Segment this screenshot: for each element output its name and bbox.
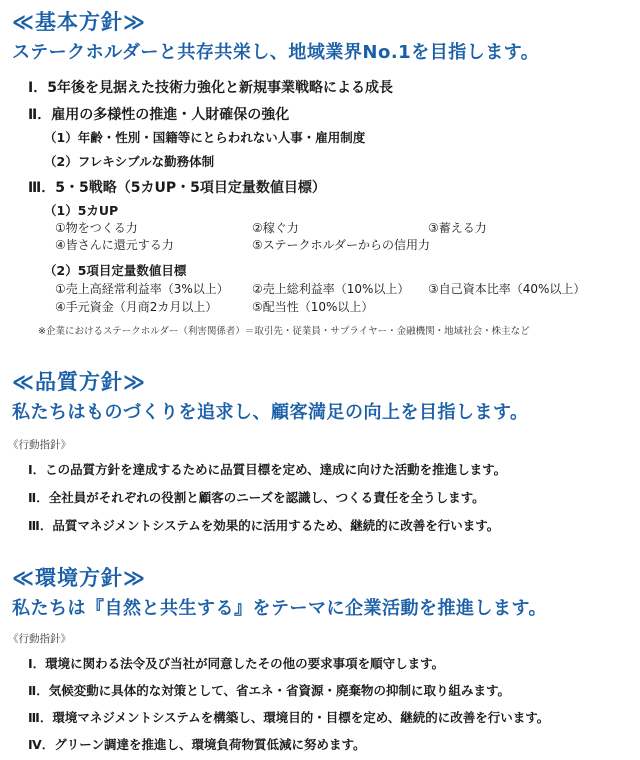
basic-item-3: Ⅲ．5・5戦略（5カUP・5項目定量数値目標）: [28, 180, 326, 196]
target-4: ④手元資金（月商2カ月以上）: [55, 300, 218, 314]
basic-policy-title: ≪基本方針≫: [12, 10, 146, 34]
power-3: ③蓄える力: [428, 221, 487, 235]
power-5: ⑤ステークホルダーからの信用力: [252, 238, 431, 252]
power-4: ④皆さんに還元する力: [55, 238, 174, 252]
basic-item-2-2: （2）フレキシブルな勤務体制: [44, 154, 215, 169]
target-3: ③自己資本比率（40%以上）: [428, 282, 586, 296]
quality-item-2: Ⅱ．全社員がそれぞれの役割と顧客のニーズを認識し、つくる責任を全うします。: [28, 490, 485, 505]
quality-item-1: Ⅰ．この品質方針を達成するために品質目標を定め、達成に向けた活動を推進します。: [28, 462, 507, 477]
env-policy-subtitle: 私たちは『自然と共生する』をテーマに企業活動を推進します。: [12, 598, 548, 619]
env-item-1: Ⅰ．環境に関わる法令及び当社が同意したその他の要求事項を順守します。: [28, 656, 445, 671]
target-1: ①売上高経常利益率（3%以上）: [55, 282, 229, 296]
basic-item-3-1: （1）5カUP: [44, 203, 119, 218]
target-5: ⑤配当性（10%以上）: [252, 300, 374, 314]
basic-item-2-1: （1）年齢・性別・国籍等にとらわれない人事・雇用制度: [44, 130, 366, 145]
power-1: ①物をつくる力: [55, 221, 138, 235]
stakeholder-note: ※企業におけるステークホルダー（利害関係者）＝取引先・従業員・サプライヤー・金融機関・地域社会・株主など: [38, 326, 530, 337]
power-2: ②稼ぐ力: [252, 221, 299, 235]
basic-policy-subtitle: ステークホルダーと共存共栄し、地域業界No.1を目指します。: [12, 42, 540, 63]
env-policy-title: ≪環境方針≫: [12, 566, 146, 590]
env-item-3: Ⅲ．環境マネジメントシステムを構築し、環境目的・目標を定め、継続的に改善を行います。: [28, 710, 550, 725]
basic-item-1: Ⅰ．5年後を見据えた技術力強化と新規事業戦略による成長: [28, 80, 393, 96]
env-action-label: 《行動指針》: [8, 633, 71, 645]
env-item-2: Ⅱ．気候変動に具体的な対策として、省エネ・省資源・廃棄物の抑制に取り組みます。: [28, 683, 510, 698]
quality-action-label: 《行動指針》: [8, 439, 71, 451]
env-item-4: Ⅳ．グリーン調達を推進し、環境負荷物質低減に努めます。: [28, 737, 366, 752]
target-2: ②売上総利益率（10%以上）: [252, 282, 410, 296]
quality-policy-subtitle: 私たちはものづくりを追求し、顧客満足の向上を目指します。: [12, 402, 529, 423]
quality-item-3: Ⅲ．品質マネジメントシステムを効果的に活用するため、継続的に改善を行います。: [28, 518, 500, 533]
basic-item-3-2: （2）5項目定量数値目標: [44, 263, 187, 278]
basic-item-2: Ⅱ．雇用の多様性の推進・人財確保の強化: [28, 107, 290, 123]
quality-policy-title: ≪品質方針≫: [12, 370, 146, 394]
